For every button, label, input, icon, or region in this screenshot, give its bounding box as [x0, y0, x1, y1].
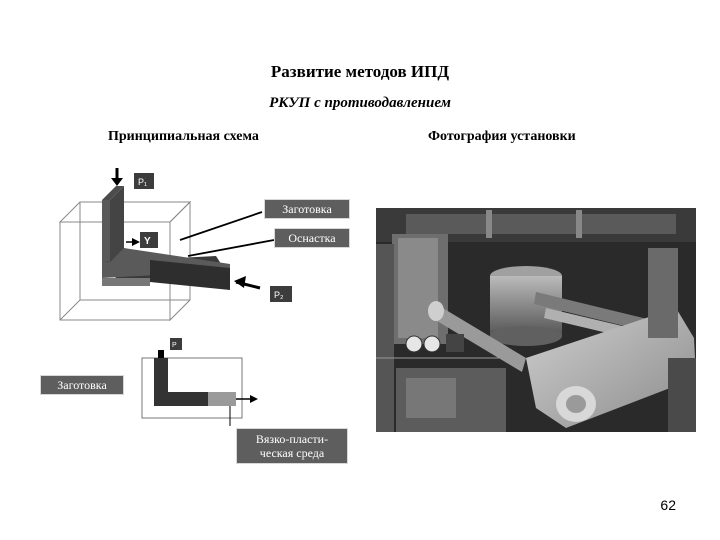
y-label-group	[126, 232, 158, 248]
page-number: 62	[660, 497, 676, 513]
billet-callout-bottom: Заготовка	[40, 375, 124, 395]
billet-horizontal-2d	[154, 392, 208, 406]
schematic-header: Принципиальная схема	[108, 129, 259, 144]
photo-header: Фотография установки	[428, 129, 576, 144]
schematic-diagram	[40, 160, 360, 340]
tooling-callout: Оснастка	[274, 228, 350, 248]
medium-label-line1: Вязко-пласти-	[255, 432, 329, 446]
setup-photograph	[376, 208, 696, 432]
tooling-pointer-line	[188, 240, 274, 256]
viscoplastic-medium-callout	[236, 428, 348, 464]
billet-vertical	[102, 186, 124, 262]
slide-subtitle: РКУП с противодавлением	[269, 95, 451, 111]
billet-pointer-line	[180, 212, 262, 240]
p1-arrow	[111, 168, 154, 189]
p2-arrow	[234, 276, 292, 302]
p1-label: P₁	[138, 177, 148, 187]
billet-callout-top: Заготовка	[264, 199, 350, 219]
medium-label-line2: ческая среда	[259, 446, 325, 460]
p2-label: P₂	[274, 290, 284, 300]
viscoplastic-medium-region	[208, 392, 236, 406]
y-label: Y	[144, 236, 151, 247]
billet-horizontal	[102, 248, 230, 290]
slide-title: Развитие методов ИПД	[270, 62, 450, 81]
p-label: P	[172, 342, 177, 349]
medium-diagram	[120, 336, 270, 426]
